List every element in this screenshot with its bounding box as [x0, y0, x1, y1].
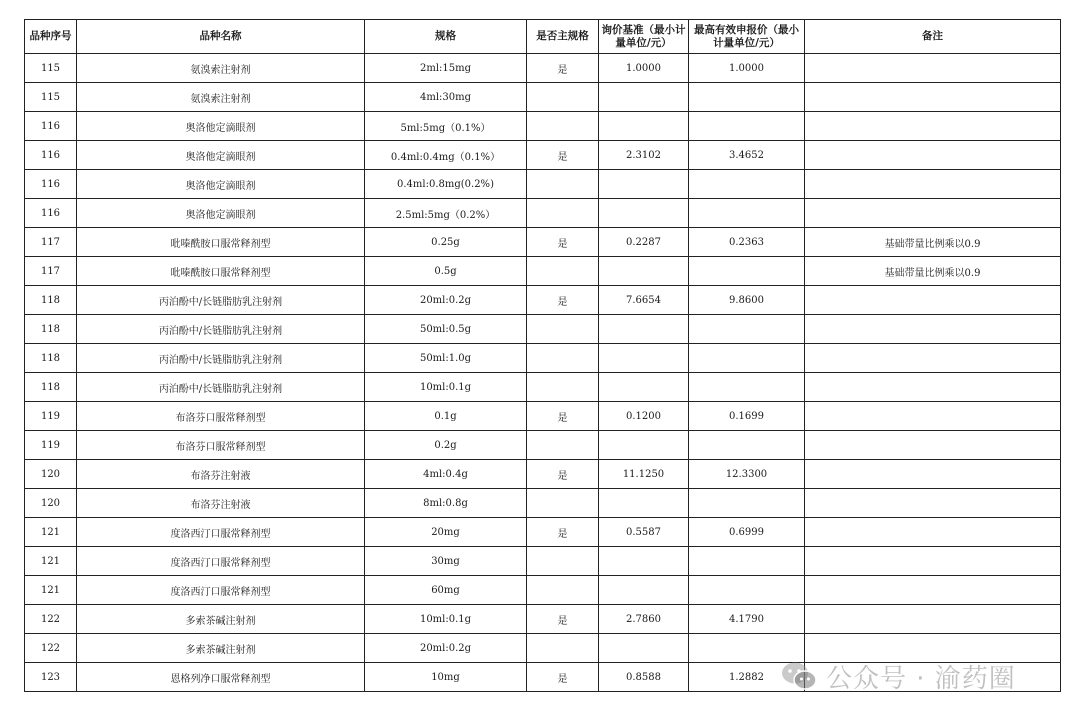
- cell-name: 丙泊酚中/长链脂肪乳注射剂: [77, 286, 365, 315]
- header-spec: 规格: [365, 20, 527, 54]
- cell-max-price: [689, 373, 805, 402]
- cell-main-spec: [527, 257, 599, 286]
- cell-spec: 0.4ml:0.8mg(0.2%): [365, 170, 527, 199]
- cell-base-price: 7.6654: [599, 286, 689, 315]
- cell-seq: 122: [25, 634, 77, 663]
- cell-base-price: 0.5587: [599, 518, 689, 547]
- cell-name: 丙泊酚中/长链脂肪乳注射剂: [77, 344, 365, 373]
- price-table: [24, 19, 1061, 692]
- cell-remark: [805, 286, 1061, 315]
- cell-max-price: 0.6999: [689, 518, 805, 547]
- cell-name: 恩格列净口服常释剂型: [77, 663, 365, 692]
- cell-spec: 2.5ml:5mg（0.2%）: [365, 199, 527, 228]
- cell-seq: 117: [25, 257, 77, 286]
- cell-base-price: [599, 373, 689, 402]
- cell-max-price: 1.2882: [689, 663, 805, 692]
- cell-base-price: 2.3102: [599, 141, 689, 170]
- cell-remark: [805, 605, 1061, 634]
- cell-seq: 121: [25, 547, 77, 576]
- table-row: [25, 576, 1061, 605]
- table-row: [25, 547, 1061, 576]
- table-row: [25, 170, 1061, 199]
- header-max-price: 最高有效申报价（最小计量单位/元）: [689, 20, 805, 54]
- cell-name: 丙泊酚中/长链脂肪乳注射剂: [77, 373, 365, 402]
- cell-seq: 121: [25, 576, 77, 605]
- cell-name: 多索茶碱注射剂: [77, 605, 365, 634]
- cell-spec: 10ml:0.1g: [365, 605, 527, 634]
- cell-seq: 119: [25, 431, 77, 460]
- cell-seq: 121: [25, 518, 77, 547]
- cell-max-price: [689, 199, 805, 228]
- cell-main-spec: 是: [527, 286, 599, 315]
- cell-seq: 123: [25, 663, 77, 692]
- table-row: [25, 489, 1061, 518]
- cell-spec: 0.4ml:0.4mg（0.1%）: [365, 141, 527, 170]
- cell-remark: [805, 373, 1061, 402]
- cell-seq: 120: [25, 489, 77, 518]
- cell-max-price: 4.1790: [689, 605, 805, 634]
- cell-remark: [805, 489, 1061, 518]
- cell-seq: 116: [25, 199, 77, 228]
- cell-name: 氨溴索注射剂: [77, 83, 365, 112]
- cell-remark: [805, 199, 1061, 228]
- cell-spec: 30mg: [365, 547, 527, 576]
- cell-name: 布洛芬口服常释剂型: [77, 402, 365, 431]
- cell-max-price: [689, 576, 805, 605]
- cell-remark: [805, 112, 1061, 141]
- cell-remark: [805, 83, 1061, 112]
- cell-remark: [805, 315, 1061, 344]
- cell-max-price: [689, 431, 805, 460]
- cell-base-price: [599, 431, 689, 460]
- cell-main-spec: 是: [527, 141, 599, 170]
- cell-seq: 116: [25, 170, 77, 199]
- cell-main-spec: [527, 315, 599, 344]
- cell-main-spec: [527, 576, 599, 605]
- cell-spec: 4ml:30mg: [365, 83, 527, 112]
- cell-remark: [805, 170, 1061, 199]
- cell-max-price: [689, 112, 805, 141]
- cell-max-price: [689, 315, 805, 344]
- cell-name: 度洛西汀口服常释剂型: [77, 518, 365, 547]
- cell-main-spec: 是: [527, 460, 599, 489]
- header-name: 品种名称: [77, 20, 365, 54]
- cell-seq: 119: [25, 402, 77, 431]
- cell-main-spec: [527, 373, 599, 402]
- cell-name: 度洛西汀口服常释剂型: [77, 547, 365, 576]
- cell-main-spec: 是: [527, 402, 599, 431]
- cell-base-price: 0.1200: [599, 402, 689, 431]
- cell-spec: 0.25g: [365, 228, 527, 257]
- cell-name: 吡嗪酰胺口服常释剂型: [77, 257, 365, 286]
- cell-base-price: [599, 344, 689, 373]
- table-body: [25, 54, 1061, 692]
- cell-spec: 0.5g: [365, 257, 527, 286]
- cell-main-spec: [527, 344, 599, 373]
- cell-remark: 基础带量比例乘以0.9: [805, 257, 1061, 286]
- cell-remark: [805, 431, 1061, 460]
- table-row: [25, 605, 1061, 634]
- table-row: [25, 344, 1061, 373]
- cell-seq: 120: [25, 460, 77, 489]
- wechat-icon: [780, 660, 818, 692]
- cell-base-price: 11.1250: [599, 460, 689, 489]
- table-row: [25, 54, 1061, 83]
- cell-main-spec: [527, 199, 599, 228]
- cell-max-price: 9.8600: [689, 286, 805, 315]
- cell-main-spec: [527, 431, 599, 460]
- cell-max-price: [689, 344, 805, 373]
- cell-name: 丙泊酚中/长链脂肪乳注射剂: [77, 315, 365, 344]
- cell-name: 奥洛他定滴眼剂: [77, 199, 365, 228]
- cell-name: 布洛芬注射液: [77, 460, 365, 489]
- cell-spec: 20ml:0.2g: [365, 286, 527, 315]
- cell-base-price: [599, 315, 689, 344]
- cell-base-price: [599, 170, 689, 199]
- cell-main-spec: 是: [527, 54, 599, 83]
- cell-name: 吡嗪酰胺口服常释剂型: [77, 228, 365, 257]
- table-row: [25, 373, 1061, 402]
- cell-max-price: 0.2363: [689, 228, 805, 257]
- cell-name: 布洛芬注射液: [77, 489, 365, 518]
- cell-main-spec: [527, 489, 599, 518]
- cell-remark: [805, 576, 1061, 605]
- cell-max-price: [689, 170, 805, 199]
- cell-remark: [805, 402, 1061, 431]
- cell-name: 奥洛他定滴眼剂: [77, 112, 365, 141]
- watermark: [780, 656, 1060, 696]
- cell-name: 奥洛他定滴眼剂: [77, 170, 365, 199]
- cell-spec: 20ml:0.2g: [365, 634, 527, 663]
- cell-base-price: [599, 634, 689, 663]
- cell-remark: [805, 460, 1061, 489]
- cell-remark: [805, 344, 1061, 373]
- cell-main-spec: 是: [527, 518, 599, 547]
- cell-spec: 10ml:0.1g: [365, 373, 527, 402]
- cell-remark: 基础带量比例乘以0.9: [805, 228, 1061, 257]
- cell-main-spec: [527, 170, 599, 199]
- cell-name: 氨溴索注射剂: [77, 54, 365, 83]
- cell-name: 多索茶碱注射剂: [77, 634, 365, 663]
- cell-max-price: [689, 257, 805, 286]
- cell-main-spec: 是: [527, 605, 599, 634]
- cell-spec: 0.1g: [365, 402, 527, 431]
- table-row: [25, 112, 1061, 141]
- cell-main-spec: [527, 112, 599, 141]
- cell-seq: 115: [25, 83, 77, 112]
- cell-base-price: 2.7860: [599, 605, 689, 634]
- header-base-price: 询价基准（最小计量单位/元）: [599, 20, 689, 54]
- cell-max-price: [689, 83, 805, 112]
- cell-base-price: 0.2287: [599, 228, 689, 257]
- watermark-text: 公众号 · 渝药圈: [826, 663, 1016, 694]
- cell-remark: [805, 518, 1061, 547]
- cell-seq: 118: [25, 315, 77, 344]
- cell-max-price: 0.1699: [689, 402, 805, 431]
- cell-spec: 5ml:5mg（0.1%）: [365, 112, 527, 141]
- cell-remark: [805, 547, 1061, 576]
- cell-spec: 0.2g: [365, 431, 527, 460]
- cell-base-price: [599, 199, 689, 228]
- table-row: [25, 460, 1061, 489]
- table-row: [25, 315, 1061, 344]
- header-seq: 品种序号: [25, 20, 77, 54]
- cell-main-spec: [527, 547, 599, 576]
- cell-spec: 50ml:0.5g: [365, 315, 527, 344]
- cell-main-spec: [527, 83, 599, 112]
- cell-base-price: 1.0000: [599, 54, 689, 83]
- cell-spec: 50ml:1.0g: [365, 344, 527, 373]
- cell-seq: 117: [25, 228, 77, 257]
- cell-spec: 10mg: [365, 663, 527, 692]
- cell-seq: 115: [25, 54, 77, 83]
- cell-name: 奥洛他定滴眼剂: [77, 141, 365, 170]
- cell-spec: 4ml:0.4g: [365, 460, 527, 489]
- header-row: [25, 20, 1061, 54]
- cell-max-price: 3.4652: [689, 141, 805, 170]
- cell-main-spec: 是: [527, 228, 599, 257]
- cell-name: 度洛西汀口服常释剂型: [77, 576, 365, 605]
- cell-base-price: 0.8588: [599, 663, 689, 692]
- cell-seq: 118: [25, 373, 77, 402]
- cell-main-spec: 是: [527, 663, 599, 692]
- table-row: [25, 228, 1061, 257]
- cell-seq: 116: [25, 112, 77, 141]
- header-remark: 备注: [805, 20, 1061, 54]
- table-row: [25, 431, 1061, 460]
- cell-base-price: [599, 83, 689, 112]
- cell-seq: 116: [25, 141, 77, 170]
- cell-max-price: [689, 547, 805, 576]
- cell-base-price: [599, 547, 689, 576]
- cell-max-price: [689, 489, 805, 518]
- table-row: [25, 257, 1061, 286]
- cell-remark: [805, 54, 1061, 83]
- cell-remark: [805, 141, 1061, 170]
- table-row: [25, 199, 1061, 228]
- cell-seq: 118: [25, 286, 77, 315]
- cell-spec: 2ml:15mg: [365, 54, 527, 83]
- cell-max-price: 1.0000: [689, 54, 805, 83]
- cell-max-price: 12.3300: [689, 460, 805, 489]
- table-row: [25, 141, 1061, 170]
- cell-name: 布洛芬口服常释剂型: [77, 431, 365, 460]
- table-row: [25, 518, 1061, 547]
- cell-base-price: [599, 112, 689, 141]
- cell-spec: 20mg: [365, 518, 527, 547]
- table-row: [25, 286, 1061, 315]
- cell-base-price: [599, 576, 689, 605]
- header-main-spec: 是否主规格: [527, 20, 599, 54]
- cell-base-price: [599, 489, 689, 518]
- cell-main-spec: [527, 634, 599, 663]
- table-row: [25, 402, 1061, 431]
- table-row: [25, 83, 1061, 112]
- cell-spec: 60mg: [365, 576, 527, 605]
- cell-spec: 8ml:0.8g: [365, 489, 527, 518]
- cell-seq: 122: [25, 605, 77, 634]
- cell-seq: 118: [25, 344, 77, 373]
- cell-base-price: [599, 257, 689, 286]
